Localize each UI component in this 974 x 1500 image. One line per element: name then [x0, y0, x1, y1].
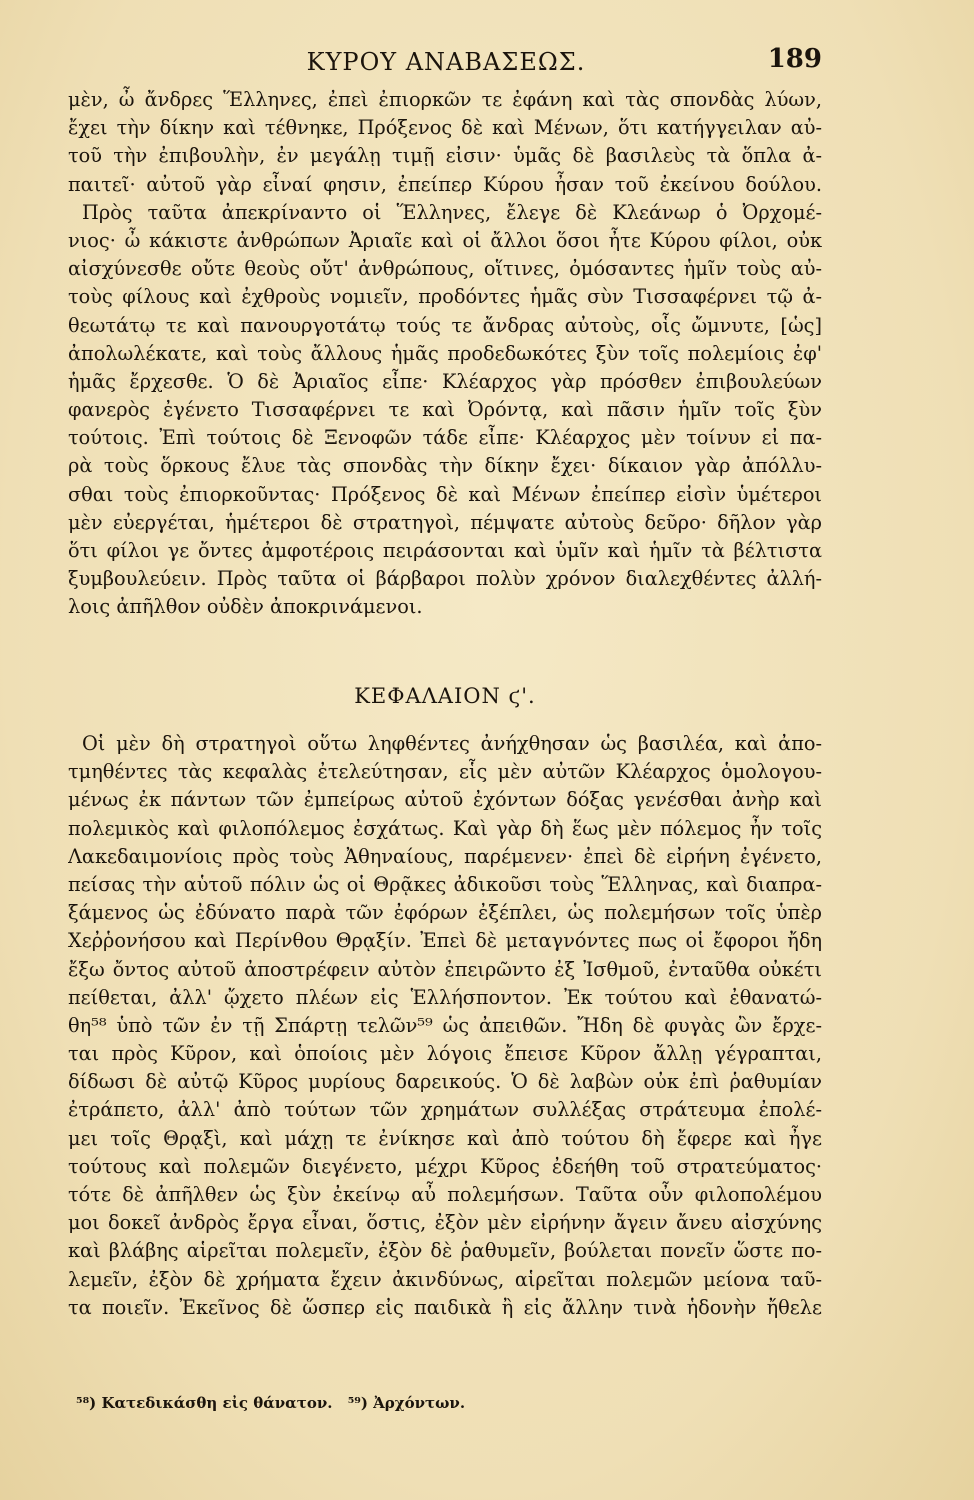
text-line: τούτους καὶ πολεμῶν διεγένετο, μέχρι Κῦρος ἐδεήθη τοῦ στρατεύματος· — [68, 1154, 822, 1178]
text-line: Λακεδαιμονίοις πρὸς τοὺς Ἀθηναίους, παρέμενεν· ἐπεὶ δὲ εἰρήνη ἐγένετο, — [68, 844, 822, 868]
text-line: ἐτράπετο, ἀλλ' ἀπὸ τούτων τῶν χρημάτων συλλέξας στράτευμα ἐπολέ- — [68, 1098, 822, 1122]
footnotes — [76, 1394, 475, 1412]
text-block-upper — [68, 86, 822, 622]
text-line: τα ποιεῖν. Ἐκεῖνος δὲ ὥσπερ εἰς παιδικὰ ἢ εἰς ἄλλην τινὰ ἡδονὴν ἤθελε — [68, 1295, 822, 1319]
text-line: Πρὸς ταῦτα ἀπεκρίναντο οἱ Ἕλληνες, ἔλεγε δὲ Κλεάνωρ ὁ Ὀρχομέ- — [82, 200, 822, 224]
text-line: δίδωσι δὲ αὐτῷ Κῦρος μυρίους δαρεικούς. Ὁ δὲ λαβὼν οὐκ ἐπὶ ῥαθυμίαν — [68, 1070, 822, 1094]
text-line: τμηθέντες τὰς κεφαλὰς ἐτελεύτησαν, εἷς μὲν αὐτῶν Κλέαρχος ὁμολογου- — [68, 760, 822, 784]
chapter-heading: ΚΕΦΑΛΑΙΟΝ ϛ'. — [354, 684, 536, 708]
text-line: ἔξω ὄντος αὐτοῦ ἀποστρέφειν αὐτὸν ἐπειρῶντο ἐξ Ἰσθμοῦ, ἐνταῦθα οὐκέτι — [68, 957, 822, 981]
text-line: λεμεῖν, ἐξὸν δὲ χρήματα ἔχειν ἀκινδύνως, αἱρεῖται πολεμῶν μείονα ταῦ- — [68, 1267, 822, 1291]
text-block-lower — [68, 730, 822, 1322]
text-line: αἰσχύνεσθε οὔτε θεοὺς οὔτ' ἀνθρώπους, οἵτινες, ὀμόσαντες ἡμῖν τοὺς αὐ- — [68, 257, 822, 281]
text-line: ρὰ τοὺς ὅρκους ἔλυε τὰς σπονδὰς τὴν δίκην ἔχει· δίκαιον γὰρ ἀπόλλυ- — [68, 454, 822, 478]
text-line: ὅτι φίλοι γε ὄντες ἀμφοτέροις πειράσονται καὶ ὑμῖν καὶ ἡμῖν τὰ βέλτιστα — [68, 539, 822, 562]
page-number: 189 — [767, 44, 822, 74]
text-line: τούτοις. Ἐπὶ τούτοις δὲ Ξενοφῶν τάδε εἶπε· Κλέαρχος μὲν τοίνυν εἰ πα- — [68, 426, 822, 450]
text-line: νιος· ὦ κάκιστε ἀνθρώπων Ἀριαῖε καὶ οἱ ἄλλοι ὅσοι ἦτε Κύρου φίλοι, οὐκ — [68, 228, 822, 252]
text-line: καὶ βλάβης αἱρεῖται πολεμεῖν, ἐξὸν δὲ ῥαθυμεῖν, βούλεται πονεῖν ὥστε πο- — [68, 1239, 822, 1263]
text-line: ξυμβουλεύειν. Πρὸς ταῦτα οἱ βάρβαροι πολὺν χρόνον διαλεχθέντες ἀλλή- — [68, 567, 822, 591]
text-line: τοὺς φίλους καὶ ἐχθροὺς νομιεῖν, προδόντες ἡμᾶς σὺν Τισσαφέρνει τῷ ἀ- — [68, 285, 822, 309]
text-line: μὲν εὐεργέται, ἡμέτεροι δὲ στρατηγοὶ, πέμψατε αὐτοὺς δεῦρο· δῆλον γὰρ — [68, 510, 822, 534]
footnote-59: ⁵⁹) Ἀρχόντων. — [347, 1394, 466, 1412]
text-line: φανερὸς ἐγένετο Τισσαφέρνει τε καὶ Ὀρόντᾳ, καὶ πᾶσιν ἡμῖν τοῖς ξὺν — [68, 398, 822, 422]
footnote-58: ⁵⁸) Κατεδικάσθη εἰς θάνατον. — [76, 1394, 333, 1412]
text-line: ται πρὸς Κῦρον, καὶ ὁποίοις μὲν λόγοις ἔπεισε Κῦρον ἄλλῃ γέγραπται, — [68, 1042, 822, 1066]
text-line: μένως ἐκ πάντων τῶν ἐμπείρως αὐτοῦ ἐχόντων δόξας γενέσθαι ἀνὴρ καὶ — [68, 788, 822, 812]
text-line: πολεμικὸς καὶ φιλοπόλεμος ἐσχάτως. Καὶ γὰρ δὴ ἕως μὲν πόλεμος ἦν τοῖς — [68, 816, 822, 840]
text-line: θεωτάτῳ τε καὶ πανουργοτάτῳ τούς τε ἄνδρας αὐτοὺς, οἷς ὤμνυτε, [ὡς] — [68, 313, 822, 337]
text-line: ἡμᾶς ἔρχεσθε. Ὁ δὲ Ἀριαῖος εἶπε· Κλέαρχος γὰρ πρόσθεν ἐπιβουλεύων — [68, 369, 822, 393]
text-line: παιτεῖ· αὐτοῦ γὰρ εἶναί φησιν, ἐπείπερ Κύρου ἦσαν τοῦ ἐκείνου δούλου. — [68, 172, 822, 196]
text-line: πείθεται, ἀλλ' ᾤχετο πλέων εἰς Ἑλλήσποντον. Ἐκ τούτου καὶ ἐθανατώ- — [68, 985, 822, 1009]
text-line: θη⁵⁸ ὑπὸ τῶν ἐν τῇ Σπάρτῃ τελῶν⁵⁹ ὡς ἀπειθῶν. Ἤδη δὲ φυγὰς ὢν ἔρχε- — [68, 1013, 822, 1037]
text-line: Χεῤῥονήσου καὶ Περίνθου Θρᾳξίν. Ἐπεὶ δὲ μεταγνόντες πως οἱ ἔφοροι ἤδη — [68, 929, 822, 953]
text-line: ξάμενος ὡς ἐδύνατο παρὰ τῶν ἐφόρων ἐξέπλει, ὡς πολεμήσων τοῖς ὑπὲρ — [68, 901, 822, 925]
text-line: μὲν, ὦ ἄνδρες Ἕλληνες, ἐπεὶ ἐπιορκῶν τε ἐφάνη καὶ τὰς σπονδὰς λύων, — [68, 88, 822, 111]
text-line: Οἱ μὲν δὴ στρατηγοὶ οὕτω ληφθέντες ἀνήχθησαν ὡς βασιλέα, καὶ ἀπο- — [82, 732, 822, 755]
text-line: τότε δὲ ἀπῆλθεν ὡς ξὺν ἐκείνῳ αὖ πολεμήσων. Ταῦτα οὖν φιλοπολέμου — [68, 1183, 822, 1206]
text-line: πείσας τὴν αὑτοῦ πόλιν ὡς οἱ Θρᾷκες ἀδικοῦσι τοὺς Ἕλληνας, καὶ διαπρα- — [68, 872, 822, 896]
text-line: μοι δοκεῖ ἀνδρὸς ἔργα εἶναι, ὅστις, ἐξὸν μὲν εἰρήνην ἄγειν ἄνευ αἰσχύνης — [68, 1211, 822, 1235]
text-line: σθαι τοὺς ἐπιορκοῦντας· Πρόξενος δὲ καὶ Μένων ἐπείπερ εἰσὶν ὑμέτεροι — [68, 482, 822, 506]
text-line: ἀπολωλέκατε, καὶ τοὺς ἄλλους ἡμᾶς προδεδωκότες ξὺν τοῖς πολεμίοις ἐφ' — [68, 341, 822, 365]
running-title: ΚΥΡΟΥ ΑΝΑΒΑΣΕΩΣ. — [306, 48, 586, 76]
text-line: μει τοῖς Θρᾳξὶ, καὶ μάχῃ τε ἐνίκησε καὶ ἀπὸ τούτου δὴ ἔφερε καὶ ἦγε — [68, 1126, 822, 1150]
text-line: λοις ἀπῆλθον οὐδὲν ἀποκρινάμενοι. — [68, 595, 423, 619]
text-line: ἔχει τὴν δίκην καὶ τέθνηκε, Πρόξενος δὲ καὶ Μένων, ὅτι κατήγγειλαν αὐ- — [68, 116, 822, 140]
text-line: τοῦ τὴν ἐπιβουλὴν, ἐν μεγάλῃ τιμῇ εἰσιν· ὑμᾶς δὲ βασιλεὺς τὰ ὅπλα ἀ- — [68, 144, 822, 168]
